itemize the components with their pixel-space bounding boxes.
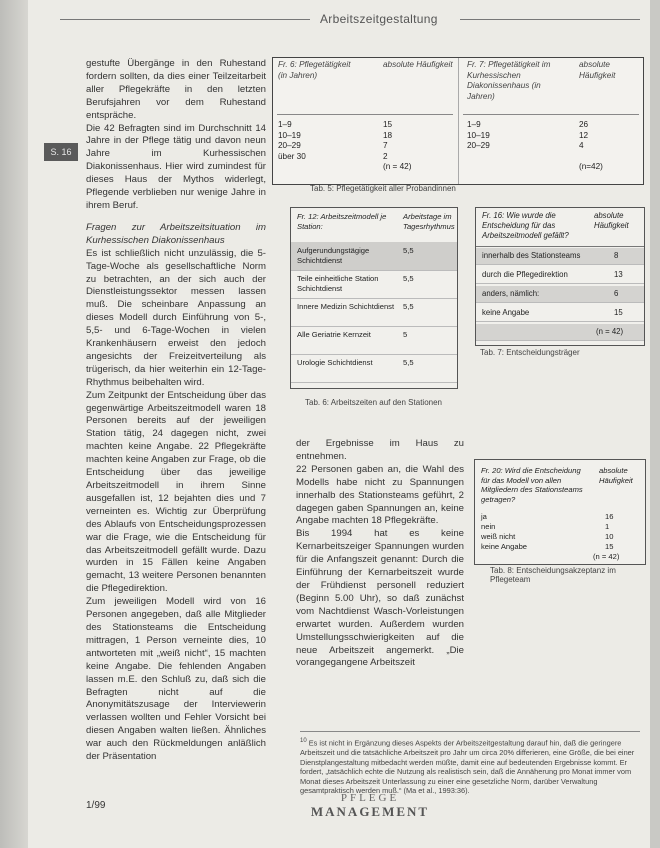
table-row: [278, 152, 448, 163]
table-cell: 20–29: [467, 141, 490, 150]
table-row: [467, 152, 637, 163]
table-7-header: [476, 208, 644, 247]
table-cell: 1: [605, 522, 610, 531]
footnote-mark: 10: [300, 738, 307, 744]
table-row: [278, 131, 448, 142]
header-title: Arbeitszeitgestaltung: [320, 12, 438, 26]
table-cell: Innere Medizin Schichtdienst: [297, 302, 395, 311]
table-cell: 2: [383, 151, 388, 161]
table-cell: 1–9: [467, 120, 481, 129]
logo-line-2: MANAGEMENT: [310, 804, 430, 819]
header-rule-left: [60, 19, 310, 20]
table-cell: anders, nämlich:: [482, 289, 540, 298]
table-cell: 5,5: [403, 274, 414, 283]
table-6-header: [291, 208, 457, 243]
table-row: [467, 131, 637, 142]
table-row: [481, 512, 639, 522]
section-heading: Fragen zur Arbeitszeitsituation im Kurhessischen Diakonissenhaus: [86, 221, 266, 246]
footnote: [300, 737, 640, 796]
table-8-caption: Tab. 8: Entscheidungsakzeptanz im Pflegeteam: [490, 566, 616, 584]
table-cell: keine Angabe: [481, 542, 528, 551]
table-cell: 15: [383, 120, 393, 129]
text-column-1: [86, 58, 266, 764]
table-cell: keine Angabe: [482, 308, 530, 317]
table-cell: 1–9: [278, 120, 292, 129]
table-cell: Alle Geriatrie Kernzeit: [297, 330, 371, 339]
table-cell: 7: [383, 141, 388, 150]
table-8-head: Fr. 20: Wird die Entscheidung für das Modell von allen Mitgliedern des Stationsteams getragen?: [481, 466, 583, 504]
table-cell: 6: [614, 289, 619, 298]
table-cell: nein: [481, 522, 496, 531]
table-cell: (n = 42): [596, 327, 624, 336]
table-cell: 15: [614, 308, 623, 317]
body-paragraph: 22 Personen gaben an, die Wahl des Modells habe nicht zu Spannungen innerhalb des Stationsteams geführt, 2 dagegen gaben Spannungen an, keine Angabe machten 18 Pflegekräfte.: [296, 463, 464, 527]
table-row: [476, 267, 644, 284]
table-row: [476, 248, 644, 265]
table-cell: 5,5: [403, 246, 414, 255]
table-row: [476, 286, 644, 303]
table-cell: (n = 42): [593, 552, 620, 561]
table-cell: 20–29: [278, 141, 301, 150]
table-6-head-2: Arbeitstage im Tagesrhythmus: [403, 212, 455, 231]
table-6: [290, 207, 458, 389]
table-5: [272, 57, 644, 185]
table-row: [291, 298, 457, 327]
table-5-right: [458, 58, 643, 184]
footnote-text: Es ist nicht in Ergänzung dieses Aspekts der Arbeitszeitgestaltung darauf hin, daß die geringere Arbeitszeit und die tatsächliche Arbeitszeit pro Jahr um circa 20% differieren, eine Größe, die bei einer Dienstplangestaltung mitbedacht werden müßte, damit eine auf bedeutenden Ergebnisse kommt. Er fordert, „tatsächlich echte die Nutzung als realistisch sein, daß die Annäherung pro Monat immer vom Monat dieses Arbeitszeit Unterlassung zu einer eine gesetzliche Norm, darüber Verwaltung gesamtpraktisch werden muß.“ (Ma et al., 1993:36).: [300, 738, 635, 796]
table-5-right-head: Fr. 7: Pflegetätigkeit im Kurhessischen Diakonissenhaus (in Jahren): [467, 60, 551, 101]
table-cell: 10–19: [467, 130, 490, 140]
table-row: [481, 522, 639, 532]
table-5-caption: Tab. 5: Pflegetätigkeit aller Probandinnen: [310, 184, 456, 193]
footnote-rule: [300, 731, 640, 732]
journal-logo: [300, 792, 440, 820]
text-column-2: [296, 438, 464, 670]
table-row: [467, 162, 637, 173]
table-row: [481, 532, 639, 542]
table-row: [291, 242, 457, 271]
table-8: [474, 459, 646, 565]
table-cell: 4: [579, 141, 584, 150]
table-row: [291, 326, 457, 355]
table-cell: 16: [605, 512, 614, 521]
table-cell: 12: [579, 130, 589, 140]
scan-shadow: [0, 0, 28, 848]
table-6-caption: Tab. 6: Arbeitszeiten auf den Stationen: [305, 398, 442, 407]
table-cell: innerhalb des Stationsteams: [482, 251, 581, 260]
table-cell: 10–19: [278, 130, 301, 140]
table-5-left: [273, 58, 457, 184]
table-5-left-head: Fr. 6: Pflegetätigkeit (in Jahren): [278, 60, 351, 80]
body-paragraph: Zum Zeitpunkt der Entscheidung über das gegenwärtige Arbeitszeitmodell waren 18 Personen bereits auf der jeweiligen Station tätig, 24 dagegen nicht, zwei machten keine Angabe. 22 Pflegekräfte machten keine Angaben zur Frage, ob die Entscheidung über das jeweilige Arbeitszeitmodell in ihrem Sinne ausgefallen ist, 12 bejahten dies und 7 verneinten es. Wichtig zur Überprüfung des Ablaufs von Entscheidungsprozessen war die Frage, wie die Entscheidung für das Arbeitszeitmodell gefällt wurde. Dazu wurden in 15 Fällen keine Angaben gemacht, 13 weitere Personen benannten die Pflegedirektion.: [86, 389, 266, 595]
table-5-left-rows: [278, 120, 448, 173]
header-rule-right: [460, 19, 640, 20]
table-row: [278, 141, 448, 152]
table-divider: [277, 114, 453, 115]
table-cell: 13: [614, 270, 623, 279]
table-5-right-head-2: absolute Häufigkeit: [579, 60, 616, 80]
table-cell: 26: [579, 120, 589, 129]
table-row: [291, 354, 457, 383]
table-6-head: Fr. 12: Arbeitszeitmodell je Station:: [297, 212, 387, 231]
table-row: [467, 141, 637, 152]
page-marker-tag: S. 16: [44, 143, 78, 161]
running-header: [60, 12, 640, 26]
table-row: [481, 542, 639, 552]
table-8-head-2: absolute Häufigkeit: [599, 466, 633, 485]
body-paragraph: Bis 1994 hat es keine Kernarbeitszeiger Spannungen wurden für die Anfangszeit genannt: Durch die Einführung der Kernarbeitszeit wurde der Frühdienst personell reduziert (Beginn 5.00 Uhr), so daß zunächst vom Nachtdienst Wasch-Vorleistungen erwartet wurden. Außerdem wurden Umstellungsschwierigkeiten auf die neue Arbeitszeit angemerkt. „Die vorangegangene Arbeitszeit: [296, 528, 464, 669]
table-cell: 18: [383, 130, 393, 140]
logo-line-1: PFLEGE: [340, 792, 400, 804]
table-cell: 8: [614, 251, 619, 260]
table-cell: durch die Pflegedirektion: [482, 270, 568, 279]
table-cell: 10: [605, 532, 614, 541]
body-paragraph: Zum jeweiligen Modell wird von 16 Personen angegeben, daß alle Mitglieder des Stationsteams die Entscheidung mittragen, 1 Person verneinte dies, 10 antworteten mit „weiß nicht“, 15 machten keine Angabe. Die fehlenden Angaben lassen m.E. den Schluß zu, daß sich die Befragten nicht auf die Anonymitätszusage der Interviewerin verlassen wollten und Fehler Vorsicht bei diesen Angaben walten ließen. Ähnliches war auch den Rückmeldungen anläßlich der Präsentation: [86, 596, 266, 763]
table-cell: 5: [403, 330, 408, 339]
table-5-left-head-2: absolute Häufigkeit: [383, 60, 453, 69]
table-7: [475, 207, 645, 346]
page-number: 1/99: [86, 800, 106, 811]
table-row: [481, 552, 639, 562]
table-row: [476, 324, 644, 341]
table-cell: Urologie Schichtdienst: [297, 358, 373, 367]
body-paragraph: Die 42 Befragten sind im Durchschnitt 14 Jahre in der Pflege tätig und davon neun Jahre im Kurhessischen Diakonissenhaus. Hier wird zumindest für dieses Haus der Mythos widerlegt, Pflegende verblieben nur wenige Jahre in ihrem Beruf.: [86, 122, 266, 211]
table-row: [476, 305, 644, 322]
table-row: [278, 120, 448, 131]
table-cell: weiß nicht: [481, 532, 516, 541]
table-8-header: [475, 462, 645, 510]
table-cell: über 30: [278, 151, 306, 161]
table-cell: Aufgerundungstägige Schichtdienst: [297, 246, 370, 265]
table-cell: Teile einheitliche Station Schichtdienst: [297, 274, 379, 293]
table-row: [291, 270, 457, 299]
table-divider: [463, 114, 639, 115]
table-row: [278, 162, 448, 173]
table-7-caption: Tab. 7: Entscheidungsträger: [480, 348, 580, 357]
table-cell: 15: [605, 542, 614, 551]
table-cell: (n=42): [579, 162, 603, 171]
body-paragraph: der Ergebnisse im Haus zu entnehmen.: [296, 438, 464, 462]
table-cell: 5,5: [403, 302, 414, 311]
table-7-head-2: absolute Häufigkeit: [594, 211, 629, 230]
body-paragraph: gestufte Übergänge in den Ruhestand fordern sollten, da dies einer Teilzeitarbeit aller Pflegekräfte in den letzten Berufsjahren vor dem Ruhestand entspräche.: [86, 58, 266, 121]
table-cell: 5,5: [403, 358, 414, 367]
table-5-right-rows: [467, 120, 637, 173]
table-row: [467, 120, 637, 131]
table-7-head: Fr. 16: Wie wurde die Entscheidung für das Arbeitszeitmodell gefällt?: [482, 211, 569, 240]
body-paragraph: Es ist schließlich nicht unzulässig, die 5-Tage-Woche als gesellschaftliche Norm zu betrachten, an der sich auch der Dienstleistungssektor messen lassen muß. Die scheinbare Anpassung an dieses Modell durch Einführung von 5-, 5,5- und 6-Tage-Wochen in vielen Krankenhäusern erweist den jedoch angesichts der Freizeitverteilung als trügerisch, da hier weiterhin ein 12-Tage-Rhythmus beibehalten wird.: [86, 247, 266, 388]
table-cell: ja: [481, 512, 487, 521]
table-cell: (n = 42): [383, 162, 412, 171]
